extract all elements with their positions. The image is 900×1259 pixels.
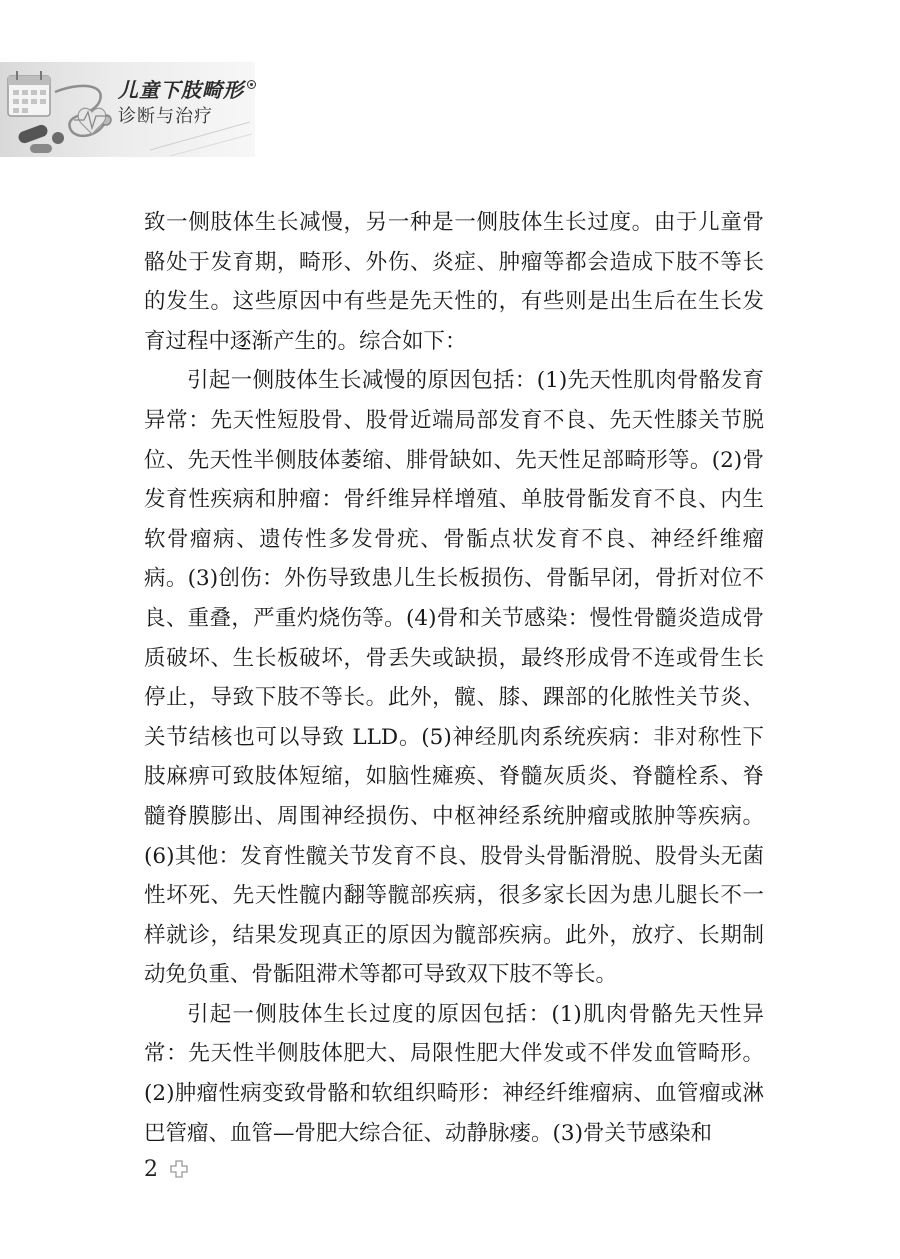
heart-pulse-icon <box>74 108 110 134</box>
paragraph-growth-slowdown: 引起一侧肢体生长减慢的原因包括：(1)先天性肌肉骨骼发育异常：先天性短股骨、股骨近端局部发育不良、先天性膝关节脱位、先天性半侧肢体萎缩、腓骨缺如、先天性足部畸形等。(2)骨发育性疾病和肿瘤：骨纤维异样增殖、单肢骨骺发育不良、内生软骨瘤病、遗传性多发骨疣、骨骺点状发育不良、神经纤维瘤病。(3)创伤：外伤导致患儿生长板损伤、骨骺早闭，骨折对位不良、重叠，严重灼烧伤等。(4)骨和关节感染：慢性骨髓炎造成骨质破坏、生长板破坏，骨丢失或缺损，最终形成骨不连或骨生长停止，导致下肢不等长。此外，髋、膝、踝部的化脓性关节炎、关节结核也可以导致 LLD。(5)神经肌肉系统疾病：非对称性下肢麻痹可致肢体短缩，如脑性瘫痪、脊髓灰质炎、脊髓栓系、脊髓脊膜膨出、周围神经损伤、中枢神经系统肿瘤或脓肿等疾病。(6)其他：发育性髋关节发育不良、股骨头骨骺滑脱、股骨头无菌性坏死、先天性髋内翻等髋部疾病，很多家长因为患儿腿长不一样就诊，结果发现真正的原因为髋部疾病。此外，放疗、长期制动免负重、骨骺阻滞术等都可导致双下肢不等长。 <box>144 368 764 988</box>
paragraph-growth-excess: 引起一侧肢体生长过度的原因包括：(1)肌肉骨骼先天性异常：先天性半侧肢体肥大、局限性肥大伴发或不伴发血管畸形。(2)肿瘤性病变致骨骼和软组织畸形：神经纤维瘤病、血管瘤或淋巴管瘤、血管—骨肥大综合征、动静脉瘘。(3)骨关节感染和 <box>144 1001 764 1146</box>
pill-icon <box>17 123 64 153</box>
paragraph-continuation: 致一侧肢体生长减慢，另一种是一侧肢体生长过度。由于儿童骨骼处于发育期，畸形、外伤、炎症、肿瘤等都会造成下肢不等长的发生。这些原因中有些是先天性的，有些则是出生后在生长发育过程中逐渐产生的。综合如下： <box>144 210 764 354</box>
running-header <box>0 62 260 162</box>
title-dot-icon <box>247 80 256 89</box>
page-body <box>144 203 764 1153</box>
book-subtitle: 诊断与治疗 <box>118 106 213 127</box>
medical-cross-icon <box>170 1160 188 1178</box>
page-number: 2 <box>144 1156 158 1182</box>
calendar-icon <box>8 71 50 116</box>
page-footer <box>144 1154 188 1184</box>
book-title: 儿童下肢畸形 <box>118 74 256 103</box>
